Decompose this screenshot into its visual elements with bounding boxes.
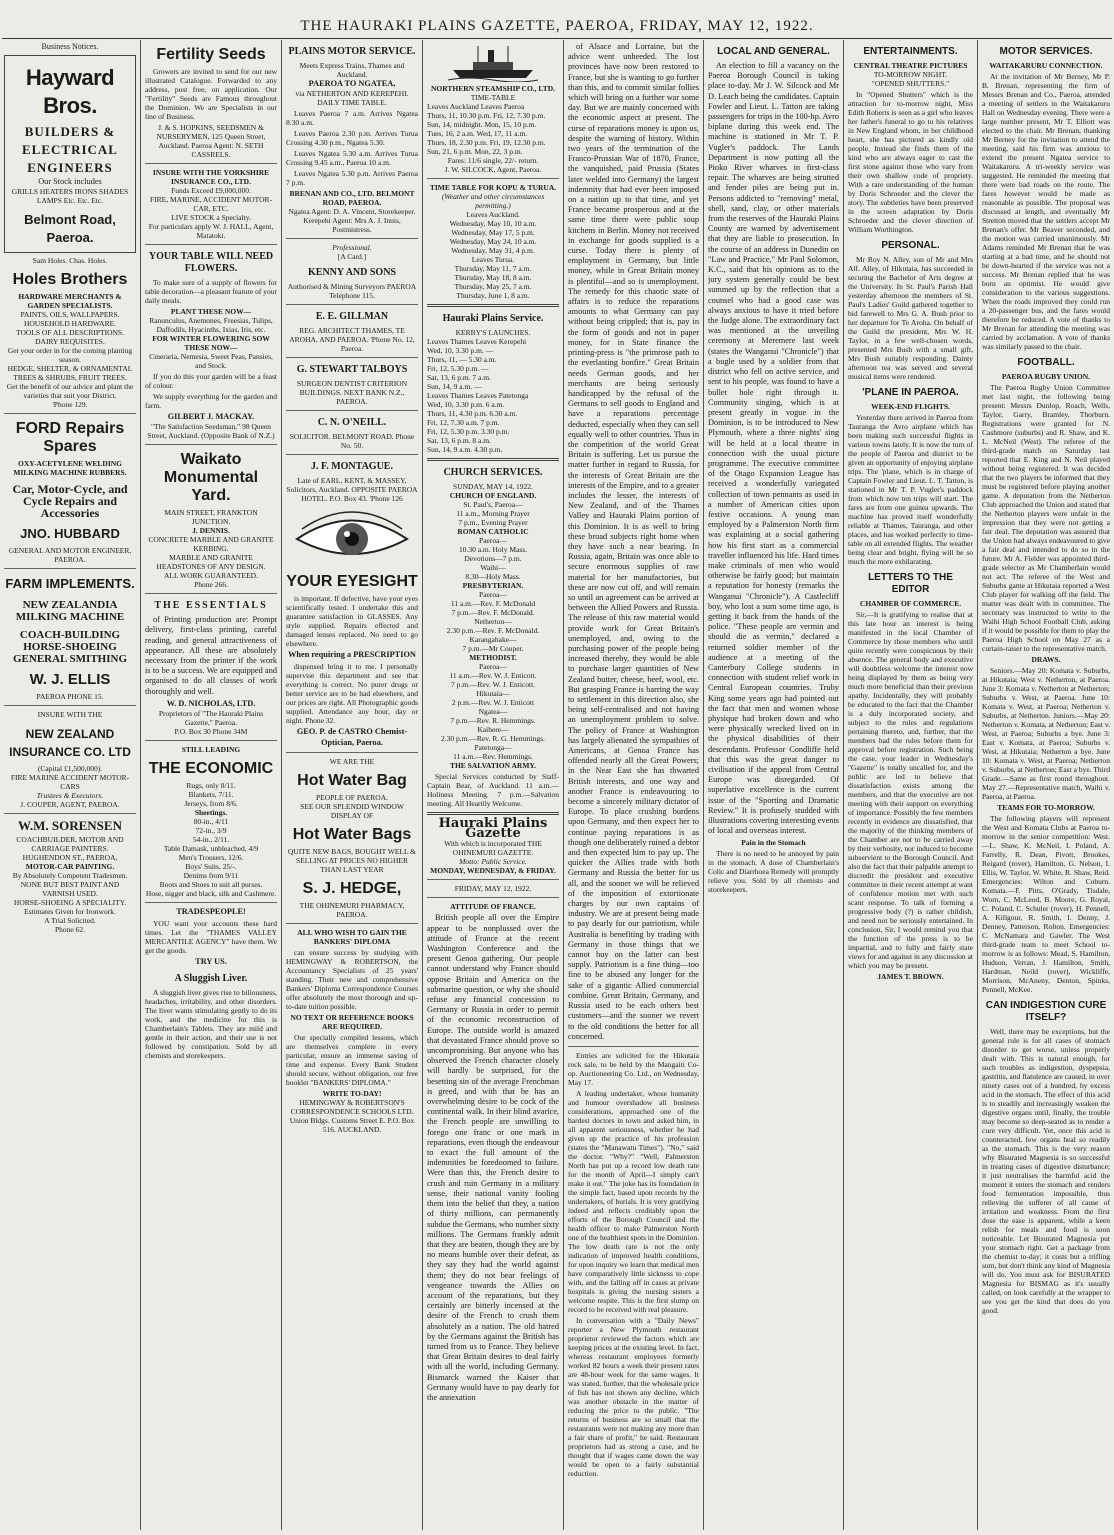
waikato-line: MAIN STREET, FRANKTON JUNCTION.: [164, 508, 258, 527]
hot-people: PEOPLE OF PAEROA.: [315, 792, 389, 802]
fertility-text: Growers are invited to send for our new illustrated Catalogue. Forwarded to any address, post free, on application. Our "Fertility" Seeds are Famous throughout the Dominion. We are Specialists in our line of Business.: [145, 67, 277, 121]
meth-line: 11 a.m.—Rev. Hemmings.: [453, 752, 533, 761]
personal-text: Mr Roy N. Alley, son of Mr and Mrs Alf. Alley, of Hikutaia, has succeeded in securing the Bachelor of Arts degree at the University. In St. Paul's Parish Hall yesterday afternoon the members of St. Paul's Ladies' Guild gathered together to bid farewell to Mrs G. A. Bush prior to her departure for Te Aroha. On behalf of the Guild the president, Mrs W. H. Taylor, in a few well-chosen words, presented Mrs Bush with a small gift, Mrs Bush suitably responding. Dainty afternoon tea was served and several musical items were rendered.: [848, 255, 973, 381]
fertility-title: Fertility Seeds: [156, 46, 266, 63]
econ-line: 54-in., 2/11.: [192, 835, 230, 845]
kerby-line: Sat, 13, 6 p.m. 7 a.m.: [427, 373, 491, 382]
econ-line: Boys' Suits, 25/-.: [185, 862, 237, 872]
pres-line: 7 p.m.—Rev. F. McDonald.: [451, 608, 535, 617]
sorensen-line: NONE BUT BEST PAINT AND VARNISH USED.: [20, 880, 120, 899]
coe-line: 7 p.m., Evening Prayer: [458, 518, 528, 527]
church-date: SUNDAY, MAY 14, 1922.: [453, 482, 533, 491]
ford-line: Car, Motor-Cycle, and Cycle Repairs and Accessories: [12, 482, 128, 521]
hopkins: J. & S. HOPKINS, SEEDSMEN & NURSERYMEN, 125 Queen Street, Auckland. Paeroa Agent: N. SETH CASSRELS.: [156, 123, 266, 159]
econ-line: Blankets, 7/11.: [188, 790, 234, 800]
divider: [145, 444, 277, 445]
business-notices: Business Notices.: [41, 42, 99, 51]
holes-line: Get the benefit of our advice and plant the varieties that suit your District.: [6, 382, 134, 401]
feast: If you do this your garden will be a feast of colour.: [145, 372, 277, 390]
kopu-line: Leaves Turua.: [471, 255, 515, 264]
plant-list: Ranunculus, Anemones, Freesias, Tulips, Daffodils, Hyacinths, Ixias, Iris, etc.: [149, 316, 273, 334]
editorial-date: FRIDAY, MAY 12, 1922.: [454, 884, 532, 894]
kerby-line: Wed, 10, 3.30 p.m. —: [427, 346, 494, 355]
meth-line: Paeroa—: [479, 662, 507, 671]
liver-title: A Sluggish Liver.: [174, 973, 248, 985]
hauraki-service: Hauraki Plains Service.: [442, 313, 544, 324]
hedge-sub: THE OHINEMURI PHARMACY, PAEROA.: [299, 900, 405, 919]
po-box: P.O. Box 30 Phone 34M: [174, 727, 248, 737]
nicholas: W. D. NICHOLAS, LTD.: [166, 698, 256, 708]
rc-line: Devotions—7 p.m.: [464, 554, 522, 563]
daily-timetable: DAILY TIME TABLE.: [317, 98, 387, 108]
column-divider: [140, 40, 141, 1530]
tt-line: Sun, 21, 6 p.m. Mon, 22, 3 p.m.: [427, 147, 523, 156]
holes-line: TOOLS OF ALL DESCRIPTIONS. DAIRY REQUISITES.: [16, 328, 124, 347]
talboys-title: G. STEWART TALBOYS: [296, 364, 408, 376]
prescription-title: When requiring a PRESCRIPTION: [288, 650, 416, 660]
divider: [4, 705, 136, 706]
opened-shutters: "OPENED SHUTTERS.": [871, 79, 950, 88]
masthead: THE HAURAKI PLAINS GAZETTE, PAEROA, FRIDAY, MAY 12, 1922.: [300, 18, 814, 34]
econ-line: Men's Trousers, 12/6.: [178, 853, 244, 863]
de-castro: GEO. P. de CASTRO Chemist-Optician, Paeroa.: [296, 727, 408, 747]
stock-items: GRILLS HEATERS IRONS SHADES LAMPS Etc. Etc. Etc.: [11, 187, 129, 206]
nicholas-sub: Proprietors of "The Hauraki Plains Gazette," Paeroa.: [158, 709, 264, 728]
essentials-text: of Printing production are: Prompt delivery, first-class printing, careful reading, and general attractiveness of appearance. All these are absolutely necessary from the printer if the work is to be a success. We are equipped and organised to do all classes of work thoroughly and well.: [145, 615, 277, 696]
sorensen-line: HORSE-SHOEING A SPECIALITY.: [13, 898, 127, 908]
motor-service-title: PLAINS MOTOR SERVICE.: [288, 46, 416, 57]
column-divider: [563, 40, 564, 1530]
hemingway: HEMINGWAY & ROBERTSON'S CORRESPONDENCE SCHOOLS LTD. Union Bldgs. Customs Street E. P.O. Box 516. AUCKLAND.: [289, 1097, 415, 1134]
kerby: KERBY'S LAUNCHES.: [455, 328, 531, 337]
column-8: [982, 40, 1110, 1530]
hot-intro: WE ARE THE: [329, 756, 375, 766]
divider: [145, 740, 277, 741]
column-divider: [703, 40, 704, 1530]
divider: [286, 357, 418, 358]
via-route: via NETHERTON AND KEREPEHI.: [295, 89, 409, 99]
oneill-title: C. N. O'NEILL.: [317, 417, 387, 429]
supply: We supply everything for the garden and farm.: [145, 392, 277, 410]
kerby-line: Leaves Thames Leaves Patetonga: [427, 391, 529, 400]
waikato-line: J. DENNIS.: [192, 526, 230, 536]
ford-line: OXY-ACETYLENE WELDING: [18, 459, 122, 469]
pres-line: Netherton—: [474, 617, 512, 626]
stock-intro: Our Stock includes: [38, 177, 102, 187]
tradespeople: TRADESPEOPLE!: [176, 907, 246, 917]
entertainments-title: ENTERTAINMENTS.: [863, 46, 958, 57]
column-divider: [977, 40, 978, 1530]
eyesight-text: is important. If defective, have your eyes scientifically tested. I undertake this and guarantee satisfaction in GLASSES. Any style supplied. Repairs effected and damaged lenses replaced. No need to go elsewhere.: [286, 594, 418, 649]
meth-line: Hikutaia—: [476, 689, 510, 698]
divider: [568, 1046, 699, 1047]
winter-list: Cineraria, Nemesia, Sweet Peas, Pansies, and Stock.: [149, 352, 273, 370]
hayward-advert: [4, 55, 136, 253]
econ-line: Denims from 9/11: [183, 871, 239, 881]
divider: [4, 568, 136, 569]
kerby-line: Fri, 12, 5.30 p.m. 3.30 p.m.: [427, 427, 510, 436]
bankers-text-2: Our specially compiled lessons, which are themselves complete in every particular, ensure an immense saving of time and expense. Every Bank Student should secure, without obligation, our free booklet "BANKERS' DIPLOMA.": [286, 1032, 418, 1087]
trustees: Trustees & Executors.: [36, 791, 104, 801]
hayward-sub2: ELECTRICAL: [22, 142, 118, 158]
hubbard-sub: GENERAL AND MOTOR ENGINEER, PAEROA.: [8, 546, 132, 565]
sorensen-line: COACHBUILDER, MOTOR AND CARRIAGE PAINTERS.: [16, 835, 124, 854]
economic-title: THE ECONOMIC: [148, 760, 274, 778]
econ-line: Boots and Shoes to suit all purses.: [159, 880, 263, 890]
column-divider: [422, 40, 423, 1530]
mackay-sub: "The Satisfaction Seedsman," 98 Queen Street, Auckland. (Opposite Bank of N.Z.): [147, 422, 275, 441]
gillman-title: E. E. GILLMAN: [315, 311, 389, 323]
masthead-rule: [2, 38, 1112, 39]
ford-title: FORD Repairs Spares: [15, 420, 125, 456]
waikato-line: ALL WORK GUARANTEED.: [164, 571, 258, 581]
card-label: [A Card.]: [337, 252, 367, 262]
sorensen-line: MOTOR-CAR PAINTING.: [25, 862, 115, 872]
divider: [145, 902, 277, 903]
no-text: NO TEXT OR REFERENCE BOOKS ARE REQUIRED.: [290, 1012, 414, 1031]
brenan-agents: Ngatea Agent: D. A. Vincent, Storekeeper. Kerepehi Agent: Mrs A. J. Innis, Postmistress.: [288, 207, 416, 235]
sorensen-line: A Trial Solicited.: [44, 916, 96, 926]
eye-illustration: [292, 507, 412, 567]
holes-line: HOUSEHOLD HARDWARE.: [23, 319, 117, 329]
divider: [286, 410, 418, 411]
kopu-line: Wednesday, May 10, 10 a.m.: [449, 219, 537, 228]
kopu-title: TIME TABLE FOR KOPU & TURUA.: [429, 183, 557, 192]
tomorrow-night: TO-MORROW NIGHT.: [873, 70, 948, 79]
farm-title: FARM IMPLEMENTS.: [5, 576, 135, 592]
kerby-line: Thurs, 11, 4.30 p.m. 6.30 a.m.: [427, 409, 518, 418]
entertainment-text: In "Opened Shutters" which is the attraction for to-morrow night, Miss Edith Roberts is seen as a girl who leaves her father's funeral to go to his relatives in New England whom, in her childhood heart, she has pictured as kindly old people. Instead she finds them of the kind who are always eager to cast the first stone against those who vary from their own shallow code of propriety. With a rare understanding of the human by Doris Schroeder and the clever the story. The subtleties have been preserved in the screen adaptation by Doris Schroeder and the clever direction of William Worthington.: [848, 90, 973, 234]
talboys-sub: SURGEON DENTIST CRITERION BUILDINGS. NEXT BANK N.Z., PAEROA.: [296, 379, 408, 407]
hall-agent: For particulars apply W. J. HALL, Agent, Matatoki.: [148, 222, 274, 240]
salvation: THE SALVATION ARMY.: [449, 761, 537, 770]
tt-line: Thurs, 18, 2.30 p.m. Fri, 19, 12.30 p.m.: [427, 138, 546, 147]
insure-label: INSURE WITH THE: [37, 710, 103, 720]
kopu-line: Leaves Auckland.: [466, 210, 520, 219]
kerby-line: Fri, 12, 7.30 a.m. 7 p.m.: [427, 418, 500, 427]
pain-text: There is no need to be annoyed by pain in the stomach. A dose of Chamberlain's Colic and Diarrhoea Remedy will promptly relieve you. Sold by all chemists and storekeepers.: [708, 849, 839, 895]
kenny-title: KENNY AND SONS: [308, 267, 396, 279]
tt-line: Leaves Auckland Leaves Paeroa: [427, 102, 525, 111]
waikato-line: CONCRETE MARBLE AND GRANITE KERBING.: [148, 535, 274, 554]
draws-title: DRAWS.: [1031, 655, 1061, 664]
kerby-line: Sun, 14, 9 a.m. 4.30 p.m.: [427, 445, 503, 454]
econ-line: Jerseys, from 8/6.: [184, 799, 238, 809]
column-3: [286, 40, 418, 1530]
coe: CHURCH OF ENGLAND.: [449, 491, 537, 500]
timetable-line: Leaves Paeroa 7 a.m. Arrives Ngatea 8.30 a.m.: [286, 109, 418, 128]
timetable-line: Leaves Ngatea 5.30 p.m. Arrives Paeroa 7 p.m.: [286, 169, 418, 188]
divider: [145, 244, 277, 245]
divider: [286, 238, 418, 239]
kopu-line: Thursday, June 1, 8 a.m.: [456, 291, 530, 300]
rugby-union: PAEROA RUGBY UNION.: [1001, 372, 1091, 381]
column-7: [848, 40, 973, 1530]
sorensen-line: Phone 62.: [55, 925, 85, 935]
divider: [4, 813, 136, 814]
meth-line: 2 p.m.—Rev. W. J. Enticott: [451, 698, 535, 707]
mackay: GILBERT J. MACKAY.: [167, 412, 255, 421]
pres-line: 7 p.m.—Mr Couper.: [462, 644, 524, 653]
divider: [427, 812, 559, 815]
rc-line: Paeroa—: [479, 536, 507, 545]
rc-line: Waihi—: [480, 563, 506, 572]
kerby-line: Sun, 14, 9 a.m. —: [427, 382, 482, 391]
holes-line: Get your order in for the coming planting season.: [7, 346, 133, 365]
funds: Funds Exceed £9,000,000.: [171, 186, 251, 195]
kopu-line: Thursday, May 18, 8 a.m.: [454, 273, 532, 282]
letters-text: Sir,—It is gratifying to realise that at this late hour an interest is being manifested in the local Chamber of Commerce by those members who until quite recently were conspicuous by their absence. The general body and executive will doubtless welcome the interest now being displayed by them as being very much more beneficial than their previous apathy. Incidentally, they will probably be educated to the fact that the Chamber is a duly incorporated society, and subject to the rules and regulations pertaining thereto, and, further, that the members had the rules before them for approval before registration. Such being the case, your leader in Wednesday's "Gazette" is totally uncalled for, and the public are led to believe that dissatisfaction exists among the members, and that the executive are not meeting with their support on everything of importance. Possibly the few members recently in evidence are dissatisfied, that the majority of the thinking members of the Chamber are not to be carried away by their verbosity, nor induced to become subservient to the Borough Council. And also the fact that their palpable attempt to discredit the president and executive committee in their recent attempt at want of confidence motion met with such scant response. To talk of forming a progressive body (?) is rather childish, and need not be seriously entertained. In conclusion, Sir, I would remind you that the function of the press is to be impartial, and to fully and fairly state views for and against in any discussion at which you may be present.: [848, 610, 973, 970]
tt-line: Sun, 14, midnight. Mon, 15, 10 p.m.: [427, 120, 537, 129]
column-divider: [281, 40, 282, 1530]
kenny-sub: Authorised & Mining Surveyors PAEROA Telephone 115.: [287, 282, 417, 301]
econ-line: Hose, nigger and black, silk and Cashmere.: [145, 889, 277, 899]
essentials-title: THE ESSENTIALS: [154, 600, 268, 612]
column-6: [708, 40, 839, 1530]
coe-line: 11 a.m., Morning Prayer: [456, 509, 530, 518]
bankers-title: ALL WHO WISH TO GAIN THE BANKERS' DIPLOMA: [297, 927, 407, 946]
divider: [286, 923, 418, 924]
pres-line: 11 a.m.—Rev. F. McDonald: [450, 599, 536, 608]
ngatea-route: PAEROA TO NGATEA,: [308, 79, 396, 88]
gazette-title: Hauraki Plains Gazette: [438, 816, 548, 842]
divider: [286, 752, 418, 753]
meth-line: 7 p.m.—Rev. W. J. Enticott.: [450, 680, 536, 689]
publication-days: MONDAY, WEDNESDAY, & FRIDAY.: [430, 866, 556, 876]
timetable-line: Leaves Ngatea 5.30 a.m. Arrives Turua Crossing 9.45 a.m., Paeroa 10 a.m.: [286, 149, 418, 168]
weekend-flights: WEEK-END FLIGHTS.: [871, 402, 950, 411]
rc: ROMAN CATHOLIC: [457, 527, 529, 536]
column-2: [145, 40, 277, 1530]
montague-title: J. F. MONTAGUE.: [311, 461, 393, 473]
nz-insurance: NEW ZEALAND INSURANCE CO. LTD: [9, 727, 131, 760]
meth-line: Ngatea—: [478, 707, 508, 716]
personal-title: PERSONAL.: [881, 240, 940, 251]
kopu-line: Thursday, May 11, 7 a.m.: [454, 264, 532, 273]
plane-text: Yesterday there arrived in Paeroa from Tauranga the Avro airplane which has been making such successful flights in various towns lately. It is now the turn of the people of Paeroa and district to be given an opportunity of enjoying airplane trips. The 'plane, which is in charge of Captain Fowler and Lieut. L. T. Tatton, is stationed in Mr T. P. Vugler's paddock from which now ten trips will start. The fares are from one guinea upwards. The machine has proved itself wonderfully reliable at Thames, Tauranga, and other places, and has worked perfectly to time-table on all extended flights. The weather being clear and bright, flying will be so much the more exhilarating.: [848, 413, 973, 566]
teams-title: TEAMS FOR TO-MORROW.: [997, 803, 1095, 812]
sorensen-line: HUGHENDON ST., PAEROA,: [22, 853, 118, 863]
divider: [145, 163, 277, 164]
hot-water-bag-1: Hot Water Bag: [297, 771, 407, 789]
divider: [427, 178, 559, 179]
prescription-text: dispensed bring it to me. I personally supervise this department and see that everything is correct. No purer drugs or better service are to be had elsewhere, and our prices are right. All Photographic goods supplied. Attendance any hour, day or night. Phone 32.: [286, 662, 418, 726]
oneill-sub: SOLICITOR. BELMONT ROAD. Phone No. 50.: [289, 432, 415, 451]
livestock: LIVE STOCK a Specialty.: [171, 213, 251, 222]
try-us: TRY US.: [195, 957, 227, 967]
motor-services-text: At the invitation of Mr Berney, Mr P. B. Brenan, representing the firm of Messrs Brenan and Co., Paeroa, attended a meeting of settlers in the Waitakaruru Hall on Wednesday evening. There were a large number present, Mr T. Elliott was elected to the chair. Mr Brenan, thanking Mr Berney for the invitation to attend the meeting, said his firm was anxious to extend the present Ngatea service to Waitakaruru. A tri-weekly service was suggested. He reminded the meeting that there were bad roads on the route. The fares however would be made as reasonable as possible. The proposal was discussed at length, and eventually Mr Stretton moved that the settlers accept Mr Brenan's offer. Mr Beaver seconded, and the motion was carried unanimously. Mr Adams reminded Mr Brenan that he was starting at a bad time, and he should not be down-hearted if the service was not a success. Mr Brenan replied that he was born an optimist. He would give consideration to the various suggestions. When the roads improved they could run a 20-passenger bus, and the fares would therefore be reduced. A vote of thanks to Mr Brenan for attending the meeting was carried by acclamation. A vote of thanks was similarly passed to the chair.: [982, 72, 1110, 351]
local-general-title: LOCAL AND GENERAL.: [717, 46, 830, 57]
hayward-sub1: BUILDERS &: [24, 124, 116, 140]
sorensen-line: By Absolutely Competent Tradesmen.: [12, 871, 128, 881]
kerby-line: Fri, 12, 5.30 p.m. —: [427, 364, 489, 373]
local-general-text: An election to fill a vacancy on the Paeroa Borough Council is taking place to-day. Mr J. W. Silcock and Mr D. Leach being the candidates. Captain Fowler and Lieut. L. Tatton are taking passengers for trips in the 100-hp. Avro biplane during this week end. The machine is stationed in Mr T. P. Vugler's paddock. The Lands Department is now putting all the Pioko River wharves in first-class repair. The wharves are being strutted and fender piles are being put in. Persons addicted to "removing" metal, shell, sand, clay, or other materials from the reserves of the Hauraki Plains County are warned by advertisement that they are liable to prosecution. In the course of an address in Dunedin on "Law and Practice," Mr Paul Solomon, K.C., said that his opinions as to the jury system generally could be best summed up by the reflection that a counsel who had a good case was always anxious to have it tried before the Judge alone. The extraordinary fact was mentioned at the unveiling ceremony at Meremere last week (states the Wanganui "Chronicle") that a bugle used by a soldier from that district who fell on active service, and sent to his people, was found to have a bullet hole right through it. Community singing, which is at present greatly in vogue in the Dominion, is to be introduced to New Plymouth, where a three nights' sing will be held at a local theatre in connection with the usual picture programme. The executive committee of the Otago Expansion League has received a wonderfully variegated collection of town pennants as used in a number of American cities upon festive occasions. A young man employed by a Palmerston North firm was explaining at a social gathering how his first start as a commercial traveller influenced his life. Hard times make criminals of men who would otherwise be fairly good; but maintain a reputation for honesty (remarks the Wanganui "Chronicle"). A Castlecliff boy, who lost a sum some time ago, is getting it back from the hands of the police. "These people are vermin and should die as vermin," declared a returned soldier member of the audience at a meeting of the Canterbury College students in connection with student relief work in Central European countries. Truby King some years ago had pointed out the fact that men and women whose physique had broken down and who were physically wrecked lived on in the physical disabilities of their descendants. Professor Condliffe held that this was the great danger to civilisation if the appeal from Central Europe was disregarded. Of superlative excellence is the current issue of the "Sporting and Dramatic Review." It is profusely studded with illustrations covering interesting events of local and overseas interest.: [708, 61, 839, 836]
chamber-title: CHAMBER OF COMMERCE.: [859, 599, 962, 608]
holes-title: Holes Brothers: [12, 271, 128, 289]
pres-line: Karangahake—: [469, 635, 517, 644]
central-theatre: CENTRAL THEATRE PICTURES: [853, 61, 968, 70]
econ-line: Sheetings.: [194, 808, 228, 818]
divider: [427, 897, 559, 898]
column-4: [427, 40, 559, 1530]
farm-line: NEW ZEALANDIA MILKING MACHINE: [15, 599, 125, 624]
northern-title: NORTHERN STEAMSHIP CO., LTD.: [430, 84, 556, 93]
motto: Motto: Public Service.: [459, 857, 527, 867]
hayward-sub3: ENGINEERS: [27, 160, 113, 176]
holes-line: HEDGE, SHELTER, & ORNAMENTAL TREES & SHRUBS, FRUIT TREES.: [7, 364, 133, 383]
fire-marine: FIRE, MARINE, ACCIDENT MOTOR-CAR, ETC.: [149, 195, 273, 213]
divider: [286, 454, 418, 455]
meth: METHODIST.: [469, 653, 517, 662]
pres-line: 2.30 p.m.—Rev. F. McDonald.: [446, 626, 540, 635]
ellis-sub: PAEROA PHONE 15.: [36, 692, 104, 702]
kopu-line: Wednesday, May 17, 5 p.m.: [451, 228, 535, 237]
editorial-continued: of Alsace and Lorraine, but the advice went unheeded. The lost provinces have now been restored to France, but she is wanting to go further than this, and to commit similar follies which will bring on a further war some day. But we are mainly concerned with the economic aspect at present. The curse of reparations money is upon us, despite the warning of history. Within two years of the termination of the Franco-Prussian War of 1870, France, the vanquished, paid Prussia (States later welded into Germany) the largest indemnity that had ever been imposed on a nation up to that time, and yet France became prosperous and at the same time there were public soup kitchens in Berlin. Money not received in exchange for goods supplied is a curse. Today there is plenty of employment in Germany, but little money, while in Great Britain money is plentiful—and so is unemployment. The remedy for this chaotic state of affairs is to reduce the reparations amounts to what Germany can pay without being crippled; that is, pay in the form of goods and not in paper money, for in State finance the printing-press is "the primrose path to the everlasting bonfire." Great Britain needs German goods, and her merchants are being seriously handicapped by the refusal of the Germans to sell goods to England and have a reparations percentage deducted, especially when they can sell equally well to other countries. Thus in the competition of the world Great Britain is suffering. Let us pursue the matter further in regard to Russia, for the interests of Great Britain are the interests of the Empire, and to a greater includes the lesser, the interests of New Zealand, and of the Thames Valley and Hauraki Plains portion of this Dominion. It is as well to bring these broad subjects right home when they have such a near bearing. In Russia, again, Britain was once able to secure enormous supplies of raw material for her manufactories, but these are now cut off, and will remain so until an agreement can be arrived at between the Allied Powers and Russia. The release of this raw material would provide work for Great Britain's unemployed, and, owing to the purchasing power of the people being increased thereby, they would be able to purchase larger quantities of New Zealand butter, cheese, beef, wool, etc. But grasping France is barring the way to settlement in this direction also, she being self-centralised and not having an unemployment problem to solve. The policy of France at Washington has largely alienated the sympathies of Americans, at Genoa France has offended nearly all the Great Powers; in the Near East she has thwarted British interests, and one way and another France is endeavouring to become a sincerely military dictator of Europe. To place crushing burdens upon Germany, and then expect her to continue paying reparations is as though one deliberately ruined a debtor and then expected him to pay up. The quicker the Allies trade with both Germany and Russia the better for us all, and the sooner we will be relieved of the imposition of extortionate charges by our own captains of industry. We are at present being made to pay dearly for our patriotism, while Australia is benefiting by trading with Germany in those things that we cannot buy on the latter can best supply. Patriotism is a fine thing—too fine to be abused any longer for the sake of a gigantic Allied commercial combine. Great Britain, Germany, and Russia used to be each others best customers—and the sooner we revert to the old conditions the better for all concerned.: [568, 42, 699, 1041]
montague-sub: Late of EARL, KENT, & MASSEY, Solicitors, Auckland. OPPOSITE PAEROA HOTEL. P.O. Box 43. 'Phone 126: [286, 476, 418, 504]
hedge-title: S. J. HEDGE,: [302, 879, 402, 897]
column-divider: [843, 40, 844, 1530]
divider: [427, 458, 559, 461]
winter-title: FOR WINTER FLOWERING SOW THESE NOW—: [152, 334, 270, 352]
meth-line: Kaihere—: [477, 725, 509, 734]
kopu-line: Wednesday, May 31, 4 p.m.: [451, 246, 535, 255]
sorensen-title: W.M. SORENSEN: [18, 818, 122, 834]
econ-line: 72-in., 3/9: [195, 826, 227, 836]
tt-line: Fares: 11/6 single, 22/- return.: [447, 156, 539, 165]
hot-quite: QUITE NEW BAGS, BOUGHT WELL & SELLING AT PRICES NO HIGHER THAN LAST YEAR: [287, 846, 417, 874]
hubbard-title: JNO. HUBBARD: [20, 526, 120, 542]
column-5: [568, 40, 699, 1530]
kerby-line: Sat, 13, 6 p.m. 8 a.m.: [427, 436, 491, 445]
kerby-line: Leaves Thames Leaves Kerepehi: [427, 337, 527, 346]
meth-line: 7 p.m.—Rev. R. Hemmings.: [450, 716, 536, 725]
eyesight-title: YOUR EYESIGHT: [286, 573, 418, 591]
brenan: BRENAN AND CO., LTD. BELMONT ROAD, PAEROA.: [289, 189, 415, 208]
football-text: The Paeroa Rugby Union Committee met last night, the following being present: Messrs Dunlop, Roach, Wells, Taylor, Garry, Bramley, Thorburn. Registrations were granted for N. Cashmore (suburbs) and R. Shaw, and K. L. McNeil (West). The referee of the third-grade match on Saturday last reported that E. King and N. Neil played without being registered. It was decided that the two players be informed that they must be registered before playing another game. A deputation from the Netherton Club approached the Union and stated that the Netherton players were unfair in the impression that they were not getting a fair deal. The deputation was assured that the Union had always endeavoured to give a fair deal and intended to do so in the future. Mr A. Fielder was appointed third-grade selector as Mr Chamberlain would not act. The referee of the West and Suburbs game at Hikutaia reported a West Club player for walking off the field. The matter was dealt with in committee. The secretary was instructed to write to the Waihi High School Football Club, asking if it would be possible for them to play the Paeroa High School on May 27 as a curtain-raiser to the representative match.: [982, 383, 1110, 653]
column-1: [4, 40, 136, 1530]
church-title: CHURCH SERVICES.: [443, 467, 543, 478]
professional: Professional.: [332, 243, 372, 253]
motor-service-sub: Meets Express Trains, Thames and Auckland.: [299, 61, 405, 79]
indigestion-title: CAN INDIGESTION CURE ITSELF?: [985, 1000, 1107, 1023]
salvation-text: Special Services conducted by Staff-Captain Bear, of Auckland. 11 a.m.—Holiness Meeting. 7 p.m.—Salvation meeting. All Heartily Welcome.: [427, 772, 559, 808]
pain-title: Pain in the Stomach: [741, 838, 806, 848]
liver-text: A sluggish liver gives rise to biliousness, headaches, irritability, and other disorders. The liver wants stimulating gently to do its work, and the medicine for this is Chamberlain's Tablets. They are mild and gentle in their action, and their use is not followed by constipation. Sold by all chemists and storekeepers.: [145, 988, 277, 1061]
belmont-road: Belmont Road, Paeroa.: [24, 212, 116, 246]
timetable-label: TIME-TABLE: [470, 93, 516, 102]
waitakaruru-connection: WAITAKARURU CONNECTION.: [989, 61, 1103, 70]
flowers-text: To make sure of a supply of flowers for table decoration—a pleasant feature of your daily meals.: [145, 278, 277, 305]
kerby-line: Thurs, 11, — 5.30 a.m.: [427, 355, 497, 364]
divider: [4, 413, 136, 414]
letters-title: LETTERS TO THE EDITOR: [868, 572, 953, 595]
timetable-line: Leaves Paeroa 2.30 p.m. Arrives Turua Crossing 4.30 p.m., Ngatea 5.30.: [286, 129, 418, 148]
still-leading: STILL LEADING: [181, 745, 241, 755]
divider: [427, 879, 559, 880]
steamship-illustration: [448, 42, 538, 82]
draws-text: Seniors.—May 20: Komata v. Suburbs, at Hikutaia; West v. Netherton, at Paeroa. June 3: Komata v. Netherton at Netherton; Suburbs v. West, at Paeroa. June 10: Komata v. West, at Paeroa; Netherton v. Suburbs, at Netherton. Juniors.—May 20: Netherton v. Komata, at Netherton; East v. West, at Paeroa; Suburbs a bye. June 3: East v. Komata, at Paeroa; Suburbs v. West, at Hikutaia; Netherton a bye. June 10: Komata v. West, at Paeroa; Netherton v. Suburbs, at Netherton; East a bye. Third Grade.—Same as first round throughout. May 27.—Representative match, Waihi v. Paeroa, at Paeroa.: [982, 666, 1110, 801]
farm-line: COACH-BUILDING HORSE-SHOEING GENERAL SMITHING: [13, 629, 127, 666]
sorensen-line: Estimates Given for Ironwork.: [24, 907, 116, 917]
kerby-line: Wed, 10, 3.30 p.m. 6 a.m.: [427, 400, 505, 409]
meth-line: Patetonga—: [474, 743, 512, 752]
holes-line: 'Phone 129.: [52, 400, 88, 410]
divider: [427, 304, 559, 307]
kopu-line: Thursday, May 25, 7 a.m.: [454, 282, 532, 291]
hot-see: SEE OUR SPLENDID WINDOW DISPLAY OF: [300, 801, 404, 820]
write-today: WRITE TO-DAY!: [322, 1088, 382, 1098]
meth-line: 11 a.m.—Rev. W. J. Enticott.: [449, 671, 537, 680]
tt-line: Thurs, 11, 10.30 p.m. Fri, 12, 7.30 p.m.: [427, 111, 546, 120]
econ-line: 80-in., 4/11: [193, 817, 229, 827]
flowers-title: YOUR TABLE WILL NEED FLOWERS.: [148, 251, 274, 274]
hayward-title: Hayward Bros.: [25, 65, 115, 119]
waikato-line: Phone 266.: [194, 580, 228, 590]
rc-line: 8.30—Holy Mass.: [465, 572, 521, 581]
capital: (Capital £1,500,000).: [37, 764, 103, 774]
couper: J. COUPER, AGENT, PAEROA.: [20, 800, 120, 810]
econ-line: Rugs, only 8/11.: [186, 781, 236, 791]
entries-text: Entries are solicited for the Hikutaia rock sale, to be held by the Mangaiti Co-op. Auctioneering Co. Ltd., on Wednesday, May 17.: [568, 1050, 699, 1087]
holes-sub: HARDWARE MERCHANTS & GARDEN SPECIALISTS.: [18, 292, 122, 311]
divider: [145, 593, 277, 594]
trades-text: YOU want your accounts these hard times. Let the "THAMES VALLEY MERCANTILE AGENCY" have them. We get the goods.: [145, 919, 277, 956]
insurance-types: FIRE MARINE ACCIDENT MOTOR-CARS: [10, 773, 130, 792]
holes-line: PAINTS, OILS, WALLPAPERS.: [20, 310, 120, 320]
waikato-title: Waikato Monumental Yard.: [163, 451, 259, 505]
kopu-line: Wednesday, May 24, 10 a.m.: [449, 237, 537, 246]
daily-news-text: In conversation with a "Daily News" reporter a New Plymouth restaurant proprietor reviewed the factors which are keeping prices at the existing level. In fact, whereas restaurant employees formerly worked 82 hours a week their present rates are 48-hour week for the same wages. It was stated, further, that the wholesale price of fish has not shown any decline, which was another obstacle in the matter of reducing the price to the public. "The returns of business are so small that the restaurants were not making any more than a fair share of profit," he said. Restaurant proprietors had as strong a case, and he thought that if wages came down the way would be open to a fairly substantial reduction.: [568, 1315, 699, 1478]
meth-line: 2.30 p.m.—Rev. R. G. Hemmings.: [441, 734, 545, 743]
motor-services-title: MOTOR SERVICES.: [999, 46, 1093, 57]
football-title: FOOTBALL.: [1017, 357, 1075, 368]
tt-line: J. W. SILCOCK, Agent, Paeroa.: [444, 165, 542, 174]
yorkshire: INSURE WITH THE YORKSHIRE INSURANCE CO., LTD.: [152, 168, 270, 186]
undertaker-text: A leading undertaker, whose humanity and humour overshadow all business considerations, approached one of the hardest doctors in town and asked him, in all apparent seriousness, whether he had given up the practice of his profession (states the "Manawatu Times"). "No," said the doctor. "Why?" "Well, Palmerston North has put up a record low death rate for the month of April—I simply can't make it out." The joke has its foundation in the simple fact, based upon records by the undertakers, of burials. It is very gratifying indeed and reflects creditably upon the efforts of the Borough Council and the health officer to make Palmerston North one of the healthiest spots in the Dominion. The low death rate is not the only indication of improved health conditions, for upon inquiry we learn that medical men have comparatively little sickness to cope with, and the falling off in cases at private hospitals is giving the nursing sisters a welcome respite. This is the first slump on record to be received with real pleasure.: [568, 1088, 699, 1314]
gazette-sub: With which is incorporated THE OHINEMURI GAZETTE.: [444, 839, 542, 858]
econ-line: Table Damask, unbleached, 4/9: [163, 844, 259, 854]
coe-line: St. Paul's, Paeroa—: [463, 500, 523, 509]
tt-line: Tues, 16, 2 a.m. Wed, 17, 11 a.m.: [427, 129, 528, 138]
ellis-title: W. J. ELLIS: [29, 671, 111, 689]
pres-line: Paeroa—: [479, 590, 507, 599]
teams-text: The following players will represent the West and Komata Clubs at Paeroa to-morrow in the senior competition: West.—L. Shaw, K. McNeil, I. Poland, A. Farrelly, R. Dean, Pivott, Brookes, Reigard (rover), Hamilton, G. Nelson, I. Ellis, W. Taylor, W. White, R. Shaw, Reid. Emergencies: Wilton and Coburn. Komata.—F. Pitts, O'Grady, Tisdale, Worn, C. McLeod, B. Moore, G. Royal, C. Poland, C. Schuler (rover), H. Pennell, A. Killgour, R. Smith, I. Denny, J. Denney, Patterson, Rolton. Emergencies: C. McNamara and Gawler. The West third-grade team to meet School to-morrow is as follows: Mead, S. Hamilton, Hudson, Verran, J. Hamilton, Smith, Hardman, Neild (rover), Wickliffe, Morrison, McAneny, Denton, Spinks, Pennell, McKee.: [982, 814, 1110, 994]
plant-now: PLANT THESE NOW—: [170, 307, 252, 316]
indigestion-text: Well, there may be exceptions, but the general rule is for all cases of stomach disorder to get worse, unless properly dealt with. This is natural enough, for such troubles as indigestion, dyspepsia, gastritis, and flatulence are caused, in over ninety cases out of a hundred, by excess acid in the stomach. The effect of this acid is to steadily and increasingly weaken the digestive organs until, finally, the trouble may become so deep-seated as to render a cure very difficult. Yet, once this acid is counteracted, few organs heal so readily as the stomach. This is the very reason why Bisurated Magnesia is so successful in treating cases of digestive disturbance; it just neutralises the harmful acid the moment it enters the stomach and renders food fermentation impossible, thus relieving the sufferer of all cause of irritation and weakness. From the first dose the ease is apparent, while a keen relish for meals and food is soon noticeable. Let Bisurated Magnesia put your stomach right. Get a package from the chemist to-day; it costs but a trifling sum, but don't think any kind of Magnesia will do. You must ask for BISURATED Magnesia for BISMAG as it's usually called, on look carefully at the wrapper to see you get the kind that does do you good.: [982, 1027, 1110, 1315]
attitude-title: ATTITUDE OF FRANCE.: [450, 902, 536, 912]
pres: PRESBYTERIAN.: [462, 581, 524, 590]
letter-signature: JAMES T. BROWN.: [877, 972, 944, 981]
bankers-text: can ensure success by studying with HEMINGWAY & ROBERTSON, the Accountancy Specialists of 25 years' standing. Their new and comprehensive Bankers' Diploma Correspondence Courses offer absolutely the most thorough and up-to-date tuition possible.: [286, 947, 418, 1011]
rc-line: 10.30 a.m. Holy Mass.: [458, 545, 528, 554]
kopu-sub: (Weather and other circumstances permitting.): [441, 192, 545, 210]
ford-line: MILKING MACHINE RUBBERS.: [13, 468, 127, 478]
holes-names: Sam Holes. Chas. Holes.: [32, 256, 108, 266]
gillman-sub: REG. ARCHITECT THAMES, TE AROHA, AND PAEROA. 'Phone No. 12, Paeroa.: [289, 326, 415, 354]
attitude-text: British people all over the Empire appear to be nonplussed over the attitude of France at the recent Washington Conference and the present Genoa gathering. Our people cannot understand why France should oppose Britain and America on the submarine question, or why she should refuse any financial concession to Germany or Russia in order to permit of the economic reconstruction of Europe. The outside world is amazed that devastated France should prove so uncompromising. But anyone who has observed the French character closely will hardly be surprised, for the besetting sin of the average Frenchman is greed, and with that he has an overwhelming desire to be cock of the continental walk. In their blind avarice, the French people are unwilling to forego one franc or one mark in reparations, even though the endeavour to exact the full amount of the indemnities be foredoomed to failure. Were than this, the French desire to crush and ruin Germany in a military sense, their national vanity fooling them into the belief that they, a nation of thirty millions, can permanently subdue the Germans, who number sixty millions. The Germans frankly admit that they are beaten, though they are by no means humble over their defeat, as they say they had the world against them; they do not bear feelings of vengeance towards the Allies on account of the reparations, but they certainly are bitterly incensed at the desire of the French to crush them absolutely as a nation. The old hatred by the Germans against the British has turned from us to France. They believe that Great Britain desires to deal fairly with all the world, including Germany. Bismarck warned the Kaiser that Germany would have to pay dearly for the annexation: [427, 913, 559, 1402]
waikato-line: MARBLE AND GRANITE HEADSTONES OF ANY DESIGN.: [156, 553, 266, 572]
divider: [286, 304, 418, 305]
hot-water-bag-2: Hot Water Bags: [292, 825, 412, 843]
plane-title: 'PLANE IN PAEROA.: [862, 387, 959, 398]
